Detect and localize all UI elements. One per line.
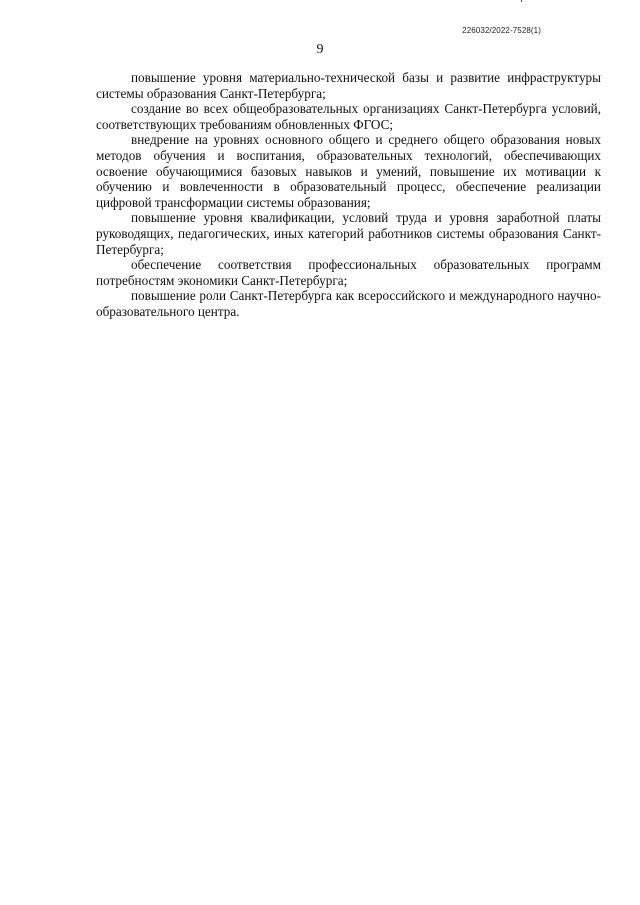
paragraph-fgos-conditions: создание во всех общеобразовательных организациях Санкт-Петербурга условий, соответствующих требованиям обновленных ФГОС; [96,101,601,132]
paragraph-infrastructure: повышение уровня материально-технической базы и развитие инфраструктуры системы образования Санкт-Петербурга; [96,70,601,101]
corner-mark [521,0,528,2]
document-body [96,70,601,320]
paragraph-new-methods: внедрение на уровнях основного общего и среднего общего образования новых методов обучения и воспитания, образовательных технологий, обеспечивающих освоение обучающимися базовых навыков и умений, повышение их мотивации к обучению и вовлеченности в образовательный процесс, обеспечение реализации цифровой трансформации системы образования; [96,132,601,210]
page-number: 9 [316,42,324,57]
paragraph-qualification: повышение уровня квалификации, условий труда и уровня заработной платы руководящих, педагогических, иных категорий работников системы образования Санкт-Петербурга; [96,210,601,257]
paragraph-programs-compliance: обеспечение соответствия профессиональных образовательных программ потребностям экономики Санкт-Петербурга; [96,257,601,288]
document-id: 226032/2022-7528(1) [462,26,541,35]
paragraph-scientific-center: повышение роли Санкт-Петербурга как всероссийского и международного научно-образовательного центра. [96,288,601,319]
